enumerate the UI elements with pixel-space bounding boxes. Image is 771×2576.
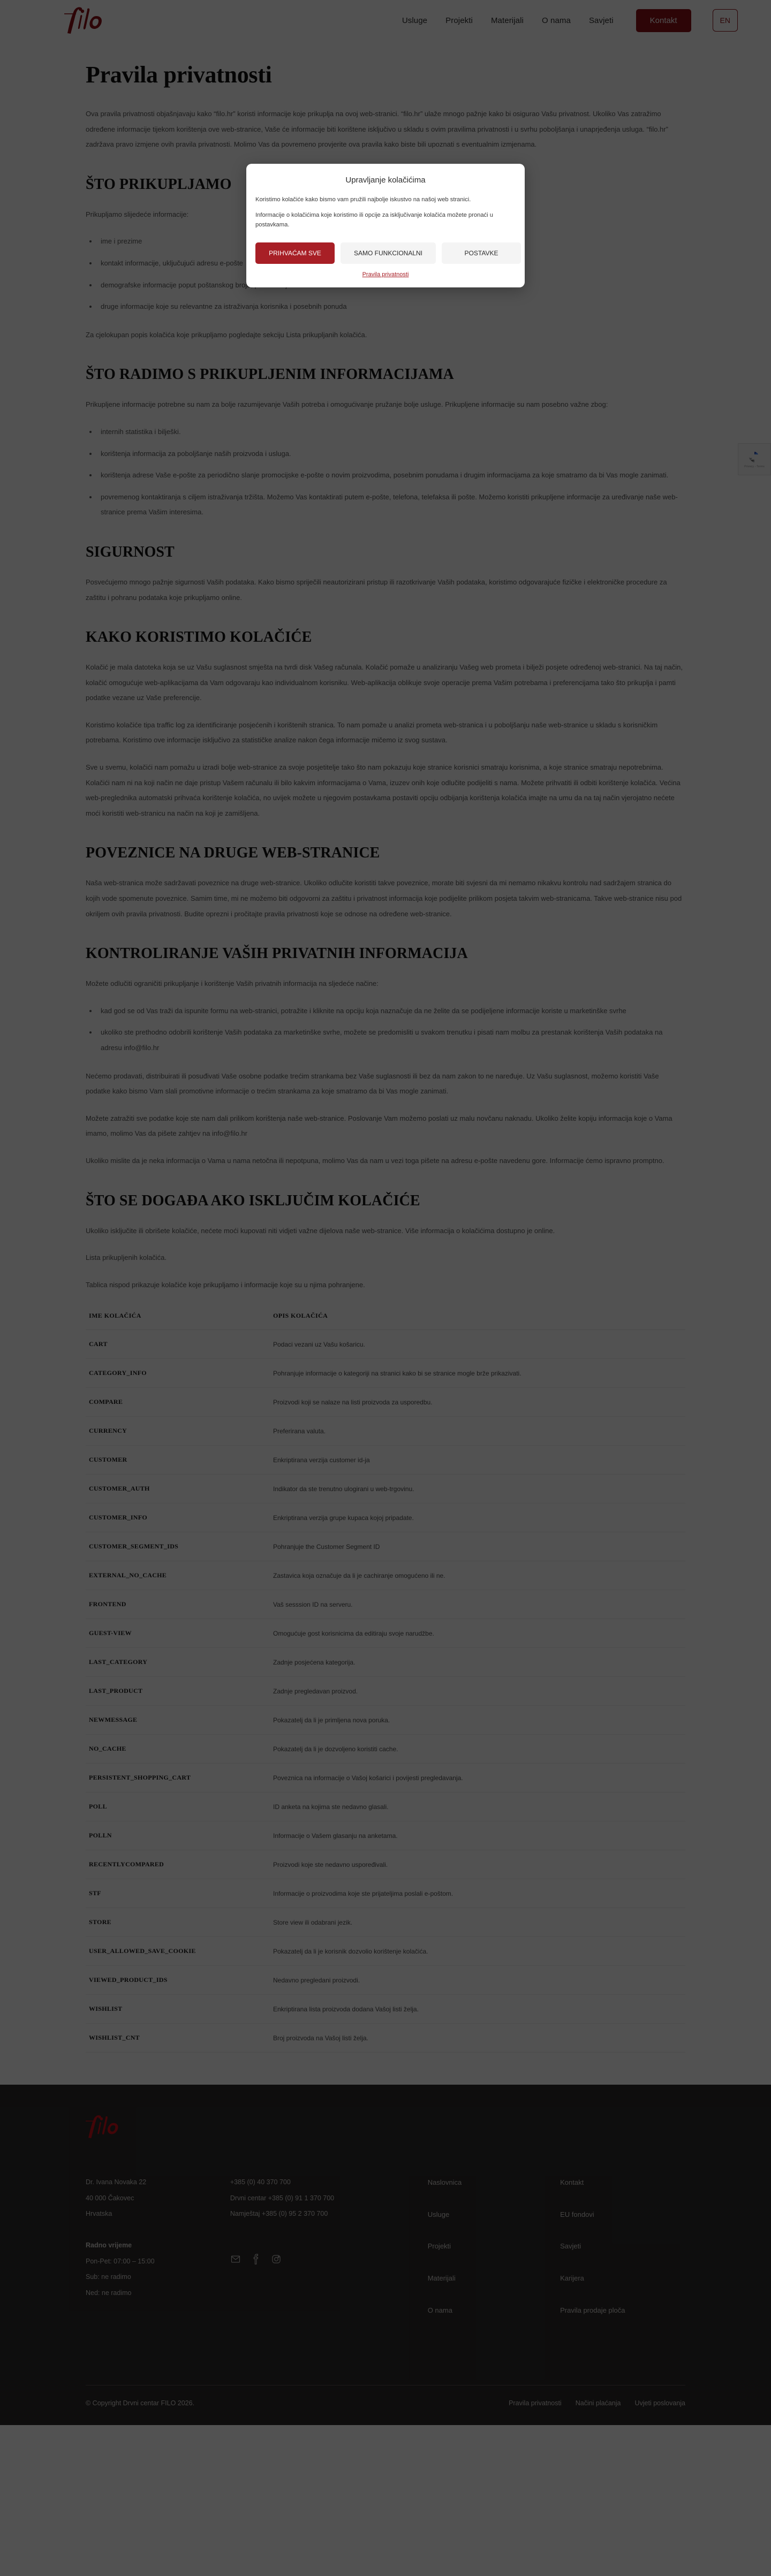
cookie-modal-buttons [255, 242, 516, 264]
cookie-settings-button[interactable]: POSTAVKE [442, 242, 521, 264]
cookie-modal-privacy-link[interactable]: Pravila privatnosti [362, 271, 409, 278]
accept-all-cookies-button[interactable]: PRIHVAĆAM SVE [255, 242, 335, 264]
cookie-modal-title: Upravljanje kolačićima [345, 176, 426, 185]
cookie-modal-paragraph-1: Koristimo kolačiće kako bismo vam pružili najbolje iskustvo na našoj web stranici. [255, 196, 471, 203]
functional-only-cookies-button[interactable]: SAMO FUNKCIONALNI [341, 242, 436, 264]
cookie-consent-modal [246, 164, 525, 287]
cookie-modal-paragraph-2: Informacije o kolačićima koje koristimo ili opcije za isključivanje kolačića možete pronaći u postavkama. [255, 212, 493, 228]
